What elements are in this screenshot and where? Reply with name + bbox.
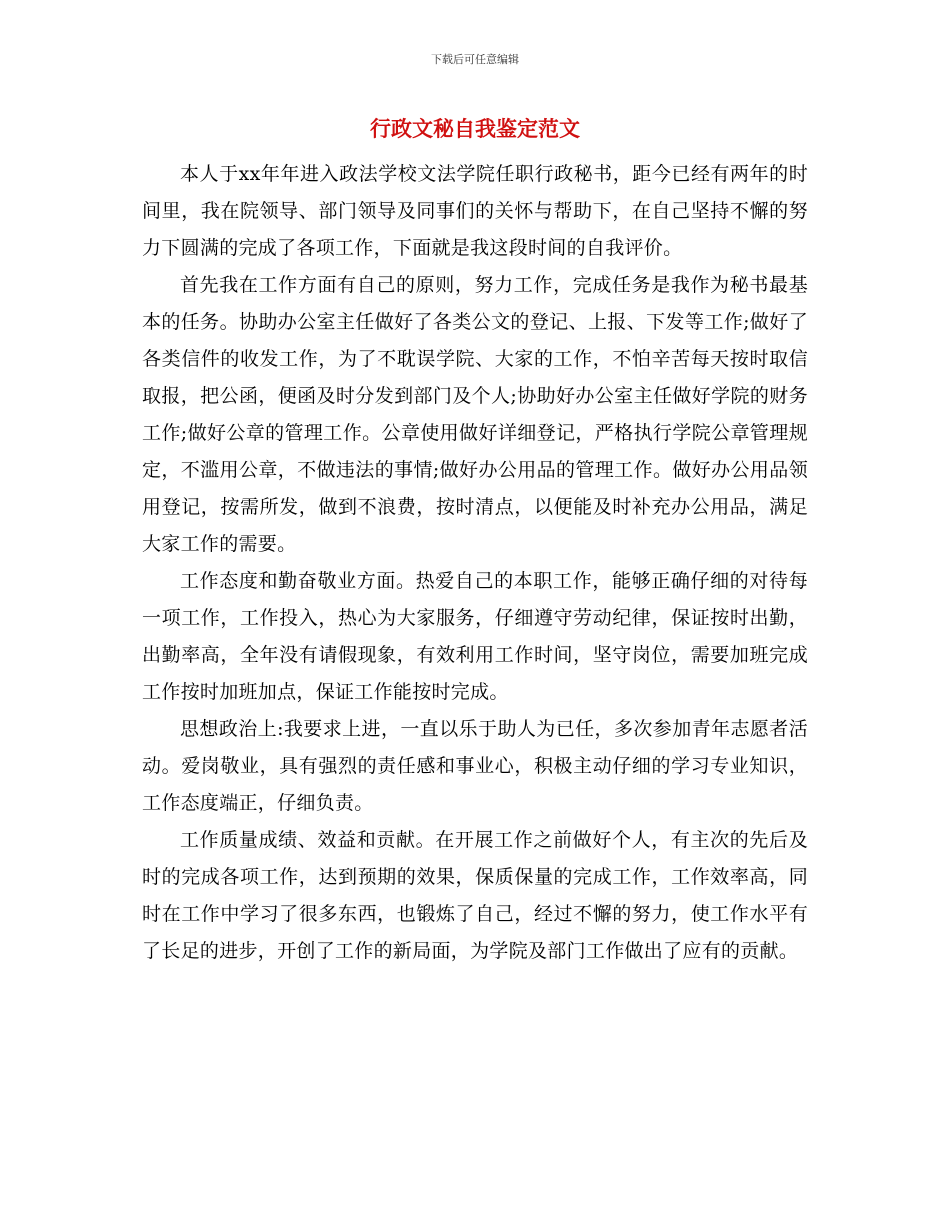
paragraph-work-principles: 首先我在工作方面有自己的原则，努力工作，完成任务是我作为秘书最基本的任务。协助办公室主任做好了各类公文的登记、上报、下发等工作;做好了各类信件的收发工作，为了不耽误学院、大家的工作，不怕辛苦每天按时取信取报，把公函，便函及时分发到部门及个人;协助好办公室主任做好学院的财务工作;做好公章的管理工作。公章使用做好详细登记，严格执行学院公章管理规定，不滥用公章，不做违法的事情;做好办公用品的管理工作。做好办公用品领用登记，按需所发，做到不浪费，按时清点，以便能及时补充办公用品，满足大家工作的需要。 [142,274,808,555]
paragraph-work-attitude: 工作态度和勤奋敬业方面。热爱自己的本职工作，能够正确仔细的对待每一项工作，工作投入，热心为大家服务，仔细遵守劳动纪律，保证按时出勤，出勤率高，全年没有请假现象，有效利用工作时间，坚守岗位，需要加班完成工作按时加班加点，保证工作能按时完成。 [142,570,808,703]
paragraph-work-quality: 工作质量成绩、效益和贡献。在开展工作之前做好个人，有主次的先后及时的完成各项工作，达到预期的效果，保质保量的完成工作，工作效率高，同时在工作中学习了很多东西，也锻炼了自己，经过不懈的努力，使工作水平有了长足的进步，开创了工作的新局面，为学院及部门工作做出了应有的贡献。 [142,829,808,962]
page-header: 下载后可任意编辑 [431,53,519,66]
paragraph-political-thought: 思想政治上:我要求上进，一直以乐于助人为已任，多次参加青年志愿者活动。爱岗敬业，具有强烈的责任感和事业心，积极主动仔细的学习专业知识，工作态度端正，仔细负责。 [142,718,808,814]
document-body [142,156,808,970]
paragraph-intro: 本人于xx年年进入政法学校文法学院任职行政秘书，距今已经有两年的时间里，我在院领导、部门领导及同事们的关怀与帮助下，在自己坚持不懈的努力下圆满的完成了各项工作，下面就是我这段时间的自我评价。 [142,163,808,259]
document-title: 行政文秘自我鉴定范文 [370,116,580,141]
